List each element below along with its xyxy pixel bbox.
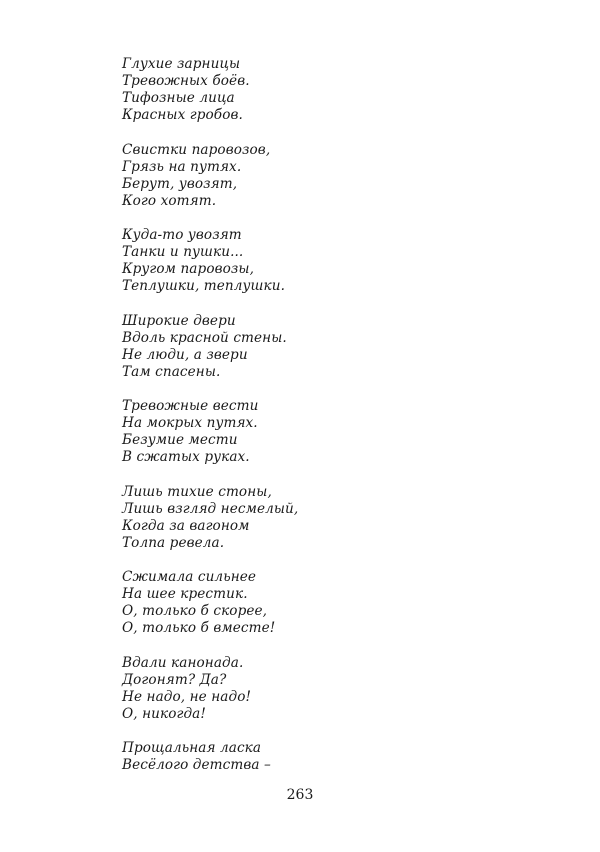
poem-line: Свистки паровозов, — [122, 141, 271, 158]
poem-line: Тифозные лица — [122, 90, 235, 106]
poem-line: Лишь тихие стоны, — [122, 483, 272, 500]
stanza — [122, 398, 542, 466]
poem-line: Лишь взгляд несмелый, — [122, 500, 299, 517]
poem-line: Безумие мести — [122, 432, 238, 448]
poem-line: Глухие зарницы — [122, 56, 241, 72]
stanza — [122, 569, 542, 637]
poem-line: Когда за вагоном — [122, 517, 250, 534]
poem-line: О, никогда! — [122, 705, 206, 722]
poem-line: Танки и пушки... — [122, 244, 244, 260]
poem-line: Широкие двери — [122, 312, 236, 329]
poem-line: Кругом паровозы, — [122, 261, 255, 277]
poem-line: Грязь на путях. — [122, 158, 242, 175]
poem-line: Прощальная ласка — [122, 740, 262, 756]
poem-text — [122, 56, 542, 792]
stanza — [122, 227, 542, 295]
poem-line: В сжатых руках. — [122, 449, 250, 465]
stanza — [122, 484, 542, 552]
poem-line: Кого хотят. — [122, 192, 217, 209]
stanza — [122, 313, 542, 381]
poem-line: На шее крестик. — [122, 586, 248, 602]
poem-line: О, только б вместе! — [122, 620, 276, 636]
stanza — [122, 142, 542, 210]
poem-line: Тревожных боёв. — [122, 73, 250, 89]
poem-line: Берут, увозят, — [122, 175, 238, 192]
poem-line: Догонят? Да? — [122, 671, 227, 688]
poem-line: Весёлого детства – — [122, 757, 271, 773]
poem-line: На мокрых путях. — [122, 415, 258, 431]
stanza — [122, 56, 542, 124]
page-number: 263 — [286, 787, 314, 803]
poem-line: Куда-то увозят — [122, 227, 242, 243]
poem-line: О, только б скорее, — [122, 603, 268, 619]
poem-line: Сжимала сильнее — [122, 569, 257, 585]
poem-line: Красных гробов. — [122, 107, 243, 123]
poem-line: Не люди, а звери — [122, 346, 248, 363]
poem-line: Вдали канонада. — [122, 654, 244, 671]
poem-line: Там спасены. — [122, 363, 221, 380]
poem-line: Не надо, не надо! — [122, 688, 252, 705]
poem-line: Теплушки, теплушки. — [122, 278, 286, 294]
poem-line: Толпа ревела. — [122, 534, 225, 551]
poem-line: Тревожные вести — [122, 398, 259, 414]
stanza — [122, 655, 542, 723]
poem-line: Вдоль красной стены. — [122, 329, 287, 346]
stanza — [122, 740, 542, 774]
